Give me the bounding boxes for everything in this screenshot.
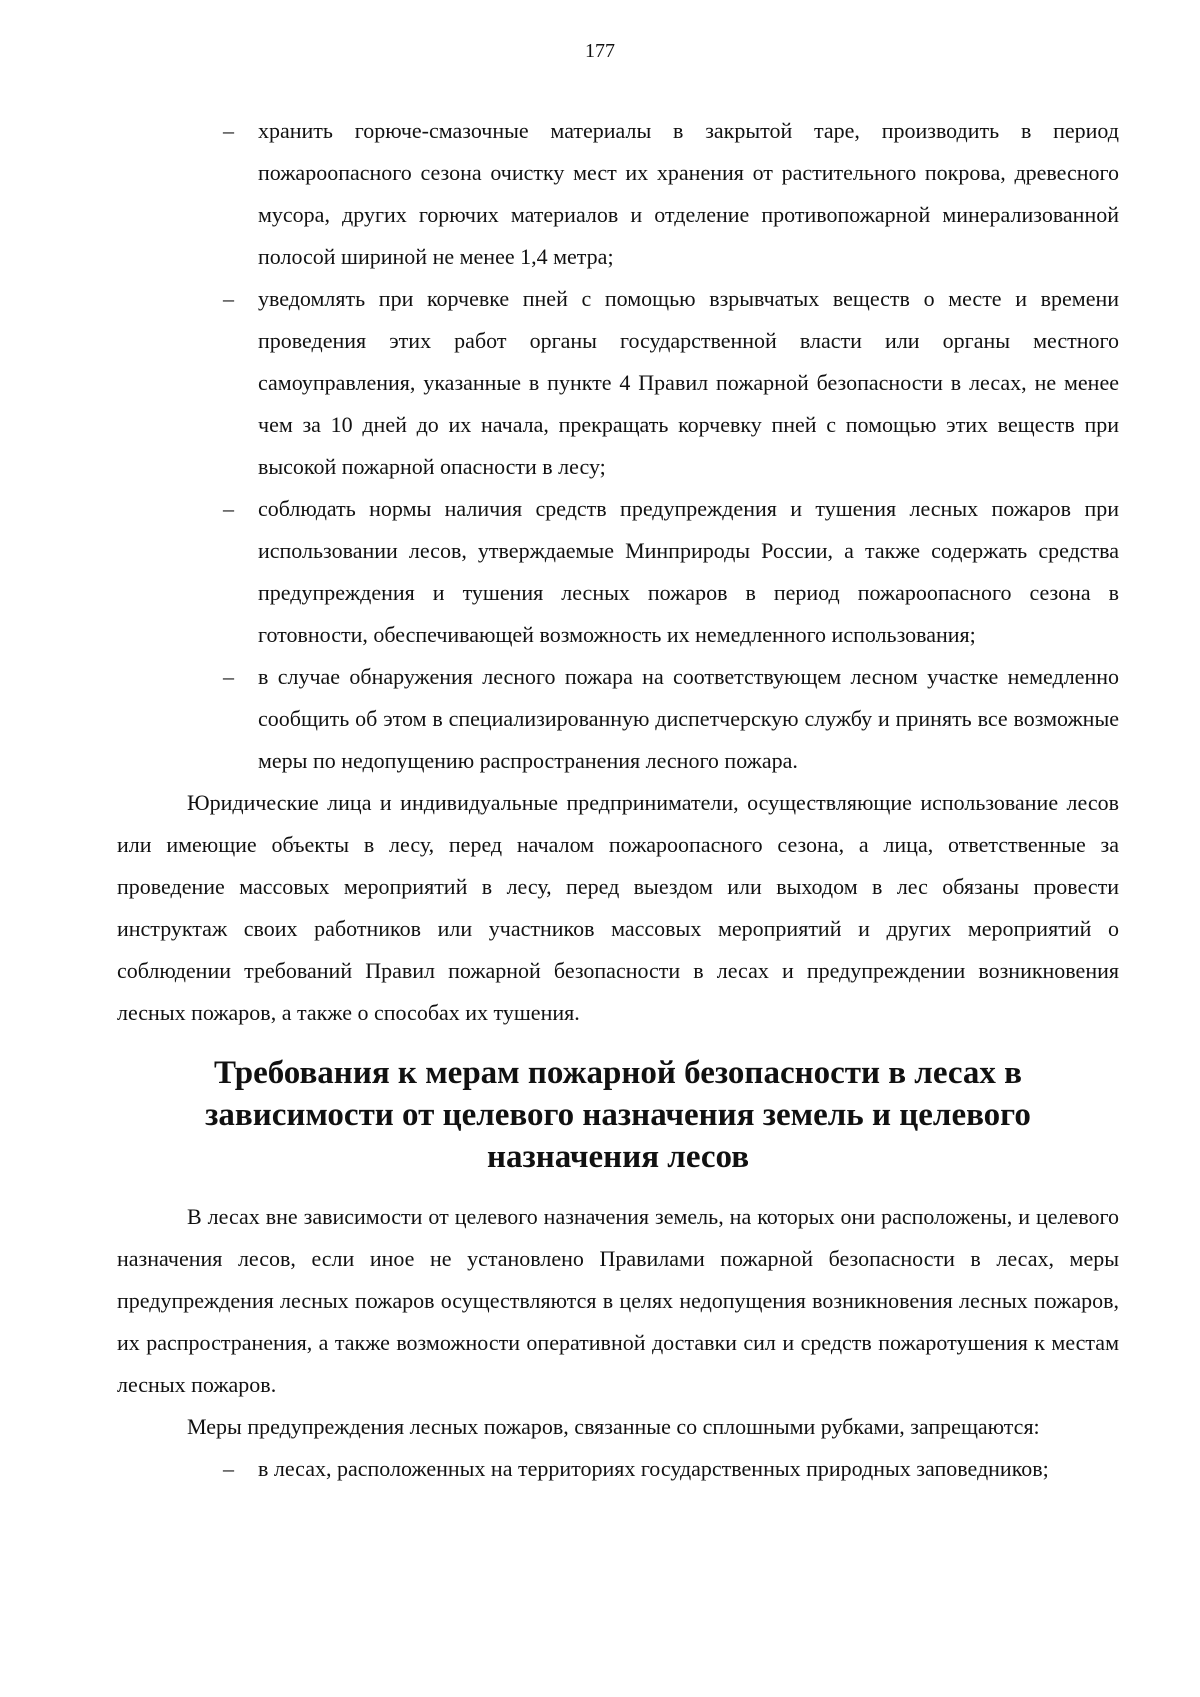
list-item bbox=[117, 110, 1119, 278]
prohibited-areas-list bbox=[117, 1448, 1119, 1490]
list-item-text: в случае обнаружения лесного пожара на соответствующем лесном участке немедленно сообщить об этом в специализированную диспетчерскую службу и принять все возможные меры по недопущению распространения лесного пожара. bbox=[258, 664, 1119, 773]
list-item-text: соблюдать нормы наличия средств предупреждения и тушения лесных пожаров при использовании лесов, утверждаемые Минприроды России, а также содержать средства предупреждения и тушения лесных пожаров в период пожароопасного сезона в готовности, обеспечивающей возможность их немедленного использования; bbox=[258, 496, 1119, 647]
dash-marker: – bbox=[223, 286, 234, 311]
obligations-list bbox=[117, 110, 1119, 782]
dash-marker: – bbox=[223, 664, 234, 689]
briefing-paragraph: Юридические лица и индивидуальные предприниматели, осуществляющие использование лесов или имеющие объекты в лесу, перед началом пожароопасного сезона, а лица, ответственные за проведение массовых мероприятий в лесу, перед выездом или выходом в лес обязаны провести инструктаж своих работников или участников массовых мероприятий и других мероприятий о соблюдении требований Правил пожарной безопасности в лесах и предупреждении возникновения лесных пожаров, а также о способах их тушения. bbox=[117, 790, 1119, 1025]
document-body bbox=[117, 110, 1119, 1490]
measures-paragraph: В лесах вне зависимости от целевого назначения земель, на которых они расположены, и целевого назначения лесов, если иное не установлено Правилами пожарной безопасности в лесах, меры предупреждения лесных пожаров осуществляются в целях недопущения возникновения лесных пожаров, их распространения, а также возможности оперативной доставки сил и средств пожаротушения к местам лесных пожаров. bbox=[117, 1204, 1119, 1397]
list-item-text: хранить горюче-смазочные материалы в закрытой таре, производить в период пожароопасного сезона очистку мест их хранения от растительного покрова, древесного мусора, других горючих материалов и отделение противопожарной минерализованной полосой шириной не менее 1,4 метра; bbox=[258, 118, 1119, 269]
page-number: 177 bbox=[585, 40, 615, 62]
prohibition-paragraph: Меры предупреждения лесных пожаров, связанные со сплошными рубками, запрещаются: bbox=[187, 1414, 1040, 1439]
list-item bbox=[117, 278, 1119, 488]
dash-marker: – bbox=[223, 118, 234, 143]
list-item bbox=[117, 488, 1119, 656]
dash-marker: – bbox=[223, 496, 234, 521]
list-item-text: уведомлять при корчевке пней с помощью взрывчатых веществ о месте и времени проведения этих работ органы государственной власти или органы местного самоуправления, указанные в пункте 4 Правил пожарной безопасности в лесах, не менее чем за 10 дней до их начала, прекращать корчевку пней с помощью этих веществ при высокой пожарной опасности в лесу; bbox=[258, 286, 1119, 479]
dash-marker: – bbox=[223, 1456, 234, 1481]
list-item-text: в лесах, расположенных на территориях государственных природных заповедников; bbox=[258, 1456, 1049, 1481]
list-item bbox=[117, 1448, 1119, 1490]
section-heading: Требования к мерам пожарной безопасности в лесах в зависимости от целевого назначения земель и целевого назначения лесов bbox=[205, 1055, 1031, 1175]
list-item bbox=[117, 656, 1119, 782]
